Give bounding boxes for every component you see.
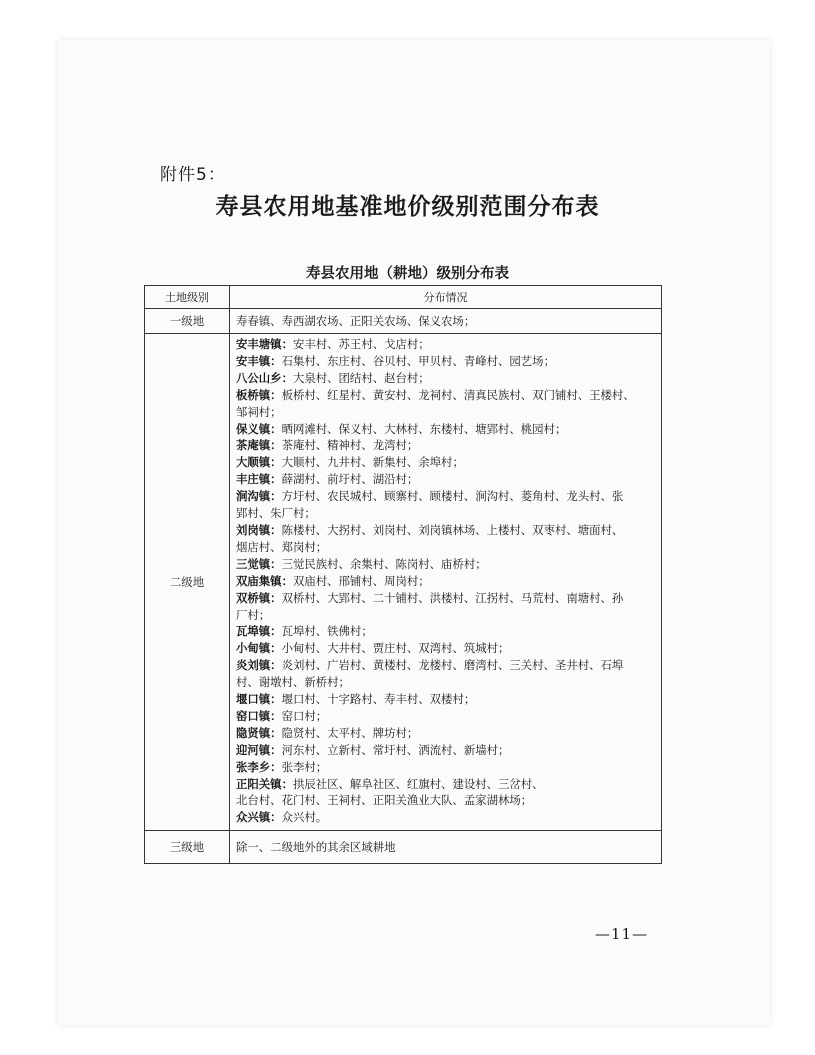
village-list: 厂村； [236, 607, 271, 622]
village-list: 茶庵村、精神村、龙湾村； [281, 438, 419, 453]
table-row-level-3 [145, 831, 662, 864]
town-entry [236, 691, 655, 708]
town-entry [236, 336, 655, 353]
village-list: 瓦埠村、铁佛村； [281, 624, 373, 639]
village-list: 窑口村； [281, 708, 328, 723]
distribution-cell [230, 334, 662, 831]
table-row-level-2 [145, 334, 662, 831]
town-entry [236, 674, 655, 691]
village-list: 陈楼村、大拐村、刘岗村、刘岗镇林场、上楼村、双枣村、塘面村、 [281, 522, 624, 537]
town-name: 双庙集镇： [236, 573, 293, 588]
village-list: 大泉村、团结村、赵台村； [292, 370, 430, 385]
village-list: 石集村、东庄村、谷贝村、甲贝村、青峰村、园艺场； [281, 353, 555, 368]
town-entry [236, 776, 655, 793]
level-cell: 三级地 [145, 831, 230, 864]
town-entry [236, 590, 655, 607]
town-name: 保义镇： [236, 421, 282, 436]
town-name: 茶庵镇： [236, 438, 282, 453]
town-entry [236, 607, 655, 624]
table-header-row [145, 286, 662, 309]
town-entry [236, 640, 655, 657]
town-entry [236, 387, 655, 404]
page-number: —11— [595, 925, 649, 943]
town-name: 隐贤镇： [236, 725, 282, 740]
village-list: 板桥村、红星村、黄安村、龙祠村、清真民族村、双门铺村、王楼村、 [281, 387, 635, 402]
town-name: 窑口镇： [236, 708, 282, 723]
town-name: 迎河镇： [236, 742, 282, 757]
village-list: 众兴村。 [281, 810, 328, 825]
document-title: 寿县农用地基准地价级别范围分布表 [215, 193, 600, 220]
town-entry [236, 742, 655, 759]
town-name: 大顺镇： [236, 455, 282, 470]
town-entry [236, 454, 655, 471]
town-entry [236, 657, 655, 674]
attachment-label: 附件5： [160, 165, 226, 185]
village-list: 堰口村、十字路村、寿丰村、双楼村； [281, 692, 476, 707]
town-entry [236, 370, 655, 387]
village-list: 拱辰社区、解阜社区、红旗村、建设村、三岔村、 [292, 776, 544, 791]
table-row-level-1 [145, 309, 662, 334]
village-list: 炎刘村、广岩村、黄楼村、龙楼村、磨湾村、三关村、圣井村、石埠 [281, 658, 624, 673]
village-list: 村、谢墩村、新桥村； [236, 675, 350, 690]
village-list: 烟店村、郑岗村； [236, 539, 328, 554]
town-entry [236, 556, 655, 573]
town-name: 安丰镇： [236, 353, 282, 368]
level-cell: 一级地 [145, 309, 230, 334]
town-name: 堰口镇： [236, 692, 282, 707]
distribution-cell: 寿春镇、寿西湖农场、正阳关农场、保义农场； [230, 309, 662, 334]
town-name: 众兴镇： [236, 810, 282, 825]
town-entry [236, 421, 655, 438]
village-list: 大顺村、九井村、新集村、余埠村； [281, 455, 464, 470]
town-name: 丰庄镇： [236, 472, 282, 487]
land-level-table [144, 285, 662, 864]
town-name: 涧沟镇： [236, 489, 282, 504]
town-name: 安丰塘镇： [236, 337, 293, 351]
town-entry [236, 792, 655, 809]
header-distribution: 分布情况 [230, 286, 662, 309]
village-list: 三觉民族村、余集村、陈岗村、庙桥村； [281, 556, 487, 571]
town-entry [236, 505, 655, 522]
town-name: 八公山乡： [236, 370, 293, 385]
town-name: 张李乡： [236, 759, 282, 774]
village-list: 郢村、朱厂村； [236, 506, 316, 521]
village-list: 双桥村、大郢村、二十铺村、洪楼村、江拐村、马荒村、南塘村、孙 [281, 590, 624, 605]
town-entry [236, 488, 655, 505]
town-name: 板桥镇： [236, 387, 282, 402]
town-entry [236, 623, 655, 640]
town-entry [236, 471, 655, 488]
town-name: 炎刘镇： [236, 658, 282, 673]
town-name: 小甸镇： [236, 641, 282, 656]
town-entry [236, 725, 655, 742]
header-land-level: 土地级别 [145, 286, 230, 309]
village-list: 河东村、立新村、常圩村、洒流村、新墙村； [281, 742, 510, 757]
town-entry [236, 708, 655, 725]
village-list: 北台村、花门村、王祠村、正阳关渔业大队、孟家湖林场； [236, 793, 533, 808]
town-entry [236, 573, 655, 590]
town-entry [236, 353, 655, 370]
town-entry [236, 404, 655, 421]
village-list: 双庙村、邢铺村、周岗村； [292, 573, 430, 588]
village-list: 安丰村、苏王村、戈店村； [292, 337, 430, 351]
town-entry [236, 522, 655, 539]
town-name: 正阳关镇： [236, 776, 293, 791]
town-entry [236, 437, 655, 454]
town-name: 三觉镇： [236, 556, 282, 571]
village-list: 小甸村、大井村、贾庄村、双湾村、筑城村； [281, 641, 510, 656]
level-cell: 二级地 [145, 334, 230, 831]
table-title: 寿县农用地（耕地）级别分布表 [306, 266, 509, 282]
town-name: 刘岗镇： [236, 522, 282, 537]
town-name: 瓦埠镇： [236, 624, 282, 639]
distribution-cell: 除一、二级地外的其余区域耕地 [230, 831, 662, 864]
village-list: 邹祠村； [236, 404, 282, 419]
village-list: 方圩村、农民城村、顾寨村、顾楼村、涧沟村、菱角村、龙头村、张 [281, 489, 624, 504]
town-entry [236, 759, 655, 776]
town-entry [236, 809, 655, 826]
village-list: 张李村； [281, 759, 328, 774]
village-list: 晒网滩村、保义村、大林村、东楼村、塘郢村、桃园村； [281, 421, 567, 436]
town-name: 双桥镇： [236, 590, 282, 605]
village-list: 隐贤村、太平村、牌坊村； [281, 725, 419, 740]
village-list: 薛湖村、前圩村、湖沿村； [281, 472, 419, 487]
town-entry [236, 539, 655, 556]
